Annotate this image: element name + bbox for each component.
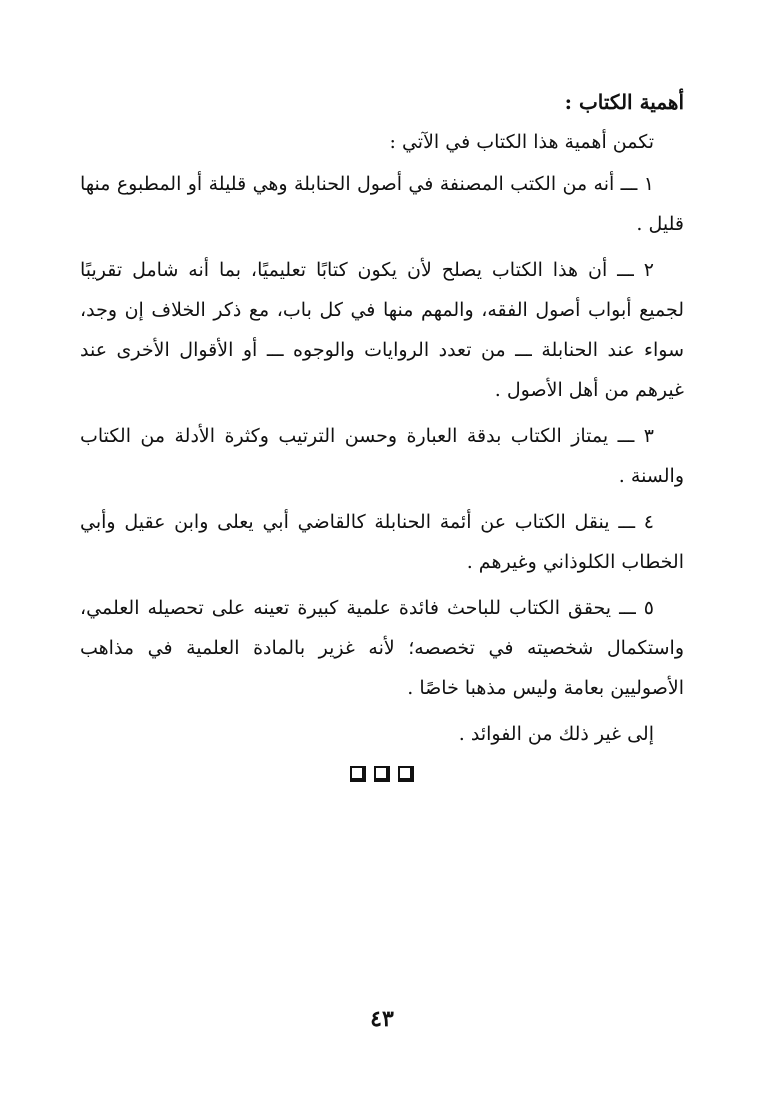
square-ornament-icon (374, 766, 390, 782)
square-ornament-icon (350, 766, 366, 782)
square-ornament-icon (398, 766, 414, 782)
item-dash: ـــ (620, 173, 638, 195)
item-number: ٣ (643, 425, 655, 447)
item-number: ٥ (643, 597, 655, 619)
page-body (80, 82, 684, 754)
item-text: ينقل الكتاب عن أئمة الحنابلة كالقاضي أبي يعلى وابن عقيل وأبي الخطاب الكلوذاني وغيرهم . (80, 511, 684, 573)
section-end-ornament (0, 766, 764, 782)
item-number: ٢ (643, 259, 654, 281)
item-text: أنه من الكتب المصنفة في أصول الحنابلة وهي قليلة أو المطبوع منها قليل . (80, 173, 684, 235)
item-dash: ـــ (617, 259, 634, 281)
item-dash: ـــ (618, 511, 636, 533)
item-text: أن هذا الكتاب يصلح لأن يكون كتابًا تعليميًا، بما أنه شامل تقريبًا لجميع أبواب أصول الفقه، والمهم منها في كل باب، مع ذكر الخلاف إن وجد، سواء عند الحنابلة ـــ من تعدد الروايات والوجوه ـــ أو الأقوال الأخرى عند غيرهم من أهل الأصول . (80, 259, 684, 401)
intro-text: تكمن أهمية هذا الكتاب في الآتي : (389, 131, 654, 153)
closing-text: إلى غير ذلك من الفوائد . (458, 723, 654, 745)
item-number: ١ (643, 173, 654, 195)
list-item (80, 416, 684, 496)
item-dash: ـــ (617, 425, 635, 447)
item-dash: ـــ (619, 597, 636, 619)
list-item (80, 164, 684, 244)
list-item (80, 250, 684, 410)
item-text: يمتاز الكتاب بدقة العبارة وحسن الترتيب وكثرة الأدلة من الكتاب والسنة . (80, 425, 684, 487)
page-number: ٤٣ (370, 1006, 394, 1032)
list-item (80, 588, 684, 708)
list-item (80, 502, 684, 582)
section-heading: أهمية الكتاب : (564, 90, 684, 114)
item-number: ٤ (643, 511, 654, 533)
item-text: يحقق الكتاب للباحث فائدة علمية كبيرة تعينه على تحصيله العلمي، واستكمال شخصيته في تخصصه؛ لأنه غزير بالمادة العلمية في مذاهب الأصوليين بعامة وليس مذهبا خاصًا . (80, 597, 684, 699)
